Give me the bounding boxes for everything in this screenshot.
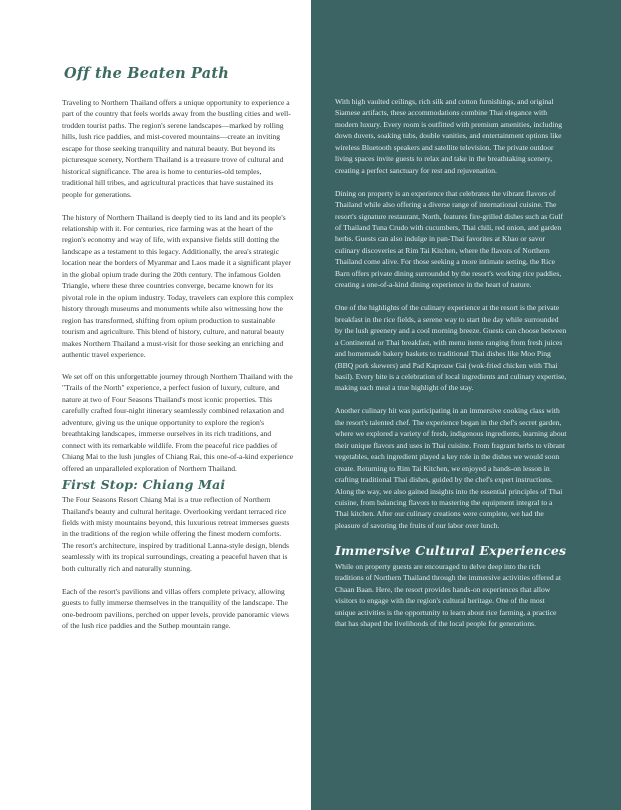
right-paragraph-4: Another culinary hit was participating in an immersive cooking class with the resort's talented chef. The experience began in the chef's secret garden, where we explored a variety of fresh, indigenous ingredients, learning about their unique flavors and uses in Thai cuisine. From fragrant herbs to vibrant vegetables, each ingredient played a key role in the dishes we would soon create. Returning to Rim Tai Kitchen, we enjoyed a hands-on lesson in crafting traditional Thai dishes, guided by the chef's expert instructions. Along the way, we also gained insights into the essential principles of Thai cuisine, from balancing flavors to mastering the equipment integral to a Thai kitchen. After our culinary creations were complete, we had the pleasure of savoring the fruits of our labor over lunch.	[335, 406, 567, 530]
right-paragraph-1: With high vaulted ceilings, rich silk and cotton furnishings, and original Siamese artifacts, these accommodations combine Thai elegance with modern luxury. Every room is outfitted with premium amenities, including down duvets, soaking tubs, double vanities, and entertainment options like wireless Bluetooth speakers and satellite television. The private outdoor living spaces invite guests to relax and take in the breathtaking scenery, creating a perfect sanctuary for rest and rejuvenation.	[335, 97, 563, 175]
left-paragraph-3: We set off on this unforgettable journey through Northern Thailand with the "Trails of the North" experience, a perfect fusion of luxury, culture, and nature at two of Four Seasons Thailand's most iconic properties. This carefully crafted four-night itinerary seamlessly combined relaxation and adventure, giving us the unique opportunity to explore the region's breathtaking landscapes, immerse ourselves in its rich traditions, and connect with its remarkable wildlife. From the peaceful rice paddies of Chiang Mai to the lush jungles of Chiang Rai, this one-of-a-kind experience offered an unparalleled exploration of Northern Thailand.	[62, 371, 294, 473]
right-paragraph-5: While on property guests are encouraged to delve deep into the rich traditions of Northern Thailand through the immersive activities offered at Chaan Baan. Here, the resort provides hands-on experiences that allow visitors to engage with the region's cultural heritage. One of the most unique activities is the opportunity to learn about rice farming, a practice that has shaped the livelihoods of the local people for generations.	[335, 561, 561, 629]
page-title: Off the Beaten Path	[64, 65, 230, 82]
section-heading-cultural: Immersive Cultural Experiences	[335, 542, 567, 558]
right-column	[335, 96, 567, 641]
right-paragraph-3: One of the highlights of the culinary experience at the resort is the private breakfast in the rice fields, a serene way to start the day while surrounded by the lush greenery and a cool morning breeze. Guests can choose between a Continental or Thai breakfast, with menu items ranging from fresh juices and homemade bakery baskets to traditional Thai dishes like Moo Ping (BBQ pork skewers) and Pad Kaproaw Gai (wok-fried chicken with Thai basil). Every bite is a celebration of local ingredients and culinary expertise, making each meal a true highlight of the stay.	[335, 303, 567, 393]
left-paragraph-5: Each of the resort's pavilions and villas offers complete privacy, allowing guests to fully immerse themselves in the tranquility of the landscape. The one-bedroom pavilions, perched on upper levels, provide panoramic views of the lush rice paddies and the Suthep mountain range.	[62, 586, 289, 631]
section-heading-first-stop: First Stop: Chiang Mai	[62, 477, 226, 493]
right-paragraph-2: Dining on property is an experience that celebrates the vibrant flavors of Thailand while also offering a diverse range of international cuisine. The resort's signature restaurant, North, features fire-grilled dishes such as Gulf of Thailand Tuna Crudo with cucumbers, Thai chili, red onion, and garden herbs. Guests can also indulge in pan-Thai favorites at Khao or savor culinary discoveries at Rim Tai Kitchen, where the flavors of Northern Thailand come alive. For those seeking a more intimate setting, the Rice Barn offers private dining surrounded by the resort's working rice paddies, creating a one-of-a-kind dining experience in the heart of nature.	[335, 188, 564, 290]
left-column	[62, 97, 294, 643]
left-paragraph-2: The history of Northern Thailand is deeply tied to its land and its people's relationship with it. For centuries, rice farming was at the heart of the region's economy and way of life, with expansive fields still dotting the landscape as a testament to this legacy. Additionally, the area's strategic location near the borders of Myanmar and Laos made it a significant player in the global opium trade during the 20th century. The infamous Golden Triangle, where these three countries converge, became known for its pivotal role in the opium industry. Today, travelers can explore this complex history through museums and monuments while also witnessing how the region has transformed, shifting from opium production to sustainable tourism and agriculture. This blend of history, culture, and natural beauty makes Northern Thailand a must-visit for those seeking an enriching and authentic travel experience.	[62, 212, 294, 360]
left-paragraph-1: Traveling to Northern Thailand offers a unique opportunity to experience a part of the country that feels worlds away from the bustling cities and well-trodden tourist paths. The region's serene landscapes—marked by rolling hills, lush rice paddies, and mist-covered mountains—create an inviting escape for those seeking tranquility and natural beauty. But beyond its picturesque scenery, Northern Thailand is a treasure trove of cultural and historical significance. The area is home to centuries-old temples, traditional hill tribes, and agricultural practices that have sustained its people for generations.	[62, 98, 291, 199]
left-paragraph-4: The Four Seasons Resort Chiang Mai is a true reflection of Northern Thailand's beauty and cultural heritage. Overlooking verdant terraced rice fields with misty mountains beyond, this luxurious retreat immerses guests in the traditions of the region while offering the finest modern comforts. The resort's architecture, inspired by traditional Lanna-style design, blends seamlessly with its tropical surroundings, creating a peaceful haven that is both culturally rich and naturally stunning.	[62, 495, 290, 573]
